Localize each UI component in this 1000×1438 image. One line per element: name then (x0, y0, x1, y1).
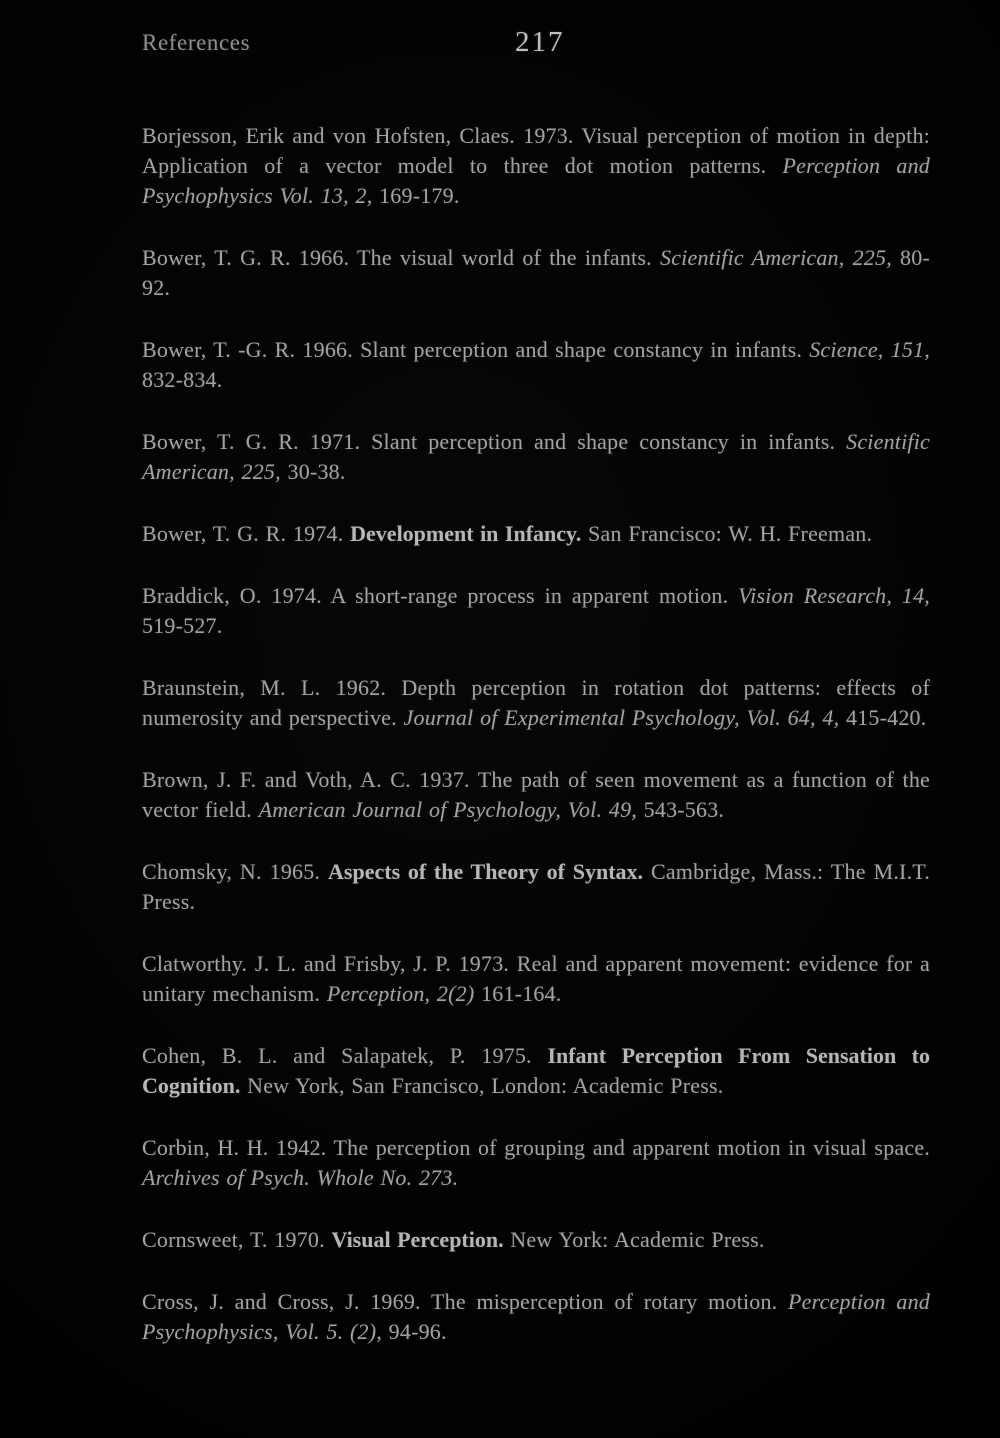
reference-text-normal: 161-164. (474, 981, 562, 1006)
reference-text-italic: Science, 151, (809, 337, 930, 362)
reference-text-normal: Brown, J. F. and Voth, A. C. 1937. The path of seen movement as a function of the vector field. (142, 767, 930, 822)
reference-text-italic: American Journal of Psychology, Vol. 49, (258, 797, 637, 822)
reference-text-italic: Journal of Experimental Psychology, Vol. 64, 4, (403, 705, 840, 730)
reference-entry (142, 857, 930, 917)
running-head: References (142, 30, 251, 55)
references-list (142, 121, 930, 1379)
reference-text-normal: 832-834. (142, 367, 223, 392)
reference-entry (142, 1133, 930, 1193)
reference-text-bold: Infant Perception From Sensation to Cognition. (142, 1043, 931, 1098)
reference-text-italic: Perception and Psychophysics, Vol. 5. (2), (142, 1289, 930, 1344)
reference-entry (142, 673, 930, 733)
reference-text-italic: Perception, 2(2) (326, 981, 475, 1006)
reference-entry (142, 121, 930, 211)
page-number: 217 (515, 26, 565, 58)
reference-text-normal: Bower, T. G. R. 1974. (142, 521, 351, 546)
reference-text-normal: 94-96. (381, 1319, 447, 1344)
reference-text-italic: Scientific American, 225, (142, 429, 930, 484)
reference-text-normal: Cross, J. and Cross, J. 1969. The misperception of rotary motion. (142, 1289, 789, 1314)
reference-text-normal: 30-38. (280, 459, 346, 484)
reference-entry (142, 1041, 930, 1101)
reference-text-normal: Chomsky, N. 1965. (142, 859, 329, 884)
reference-entry (142, 243, 930, 303)
reference-entry (142, 949, 930, 1009)
reference-text-bold: Aspects of the Theory of Syntax. (328, 859, 644, 884)
reference-text-italic: Archives of Psych. Whole No. 273. (142, 1165, 459, 1190)
reference-text-normal: New York: Academic Press. (503, 1227, 765, 1252)
reference-text-normal: Braunstein, M. L. 1962. Depth perception in rotation dot patterns: effects of numerosity and perspective. (142, 675, 930, 730)
reference-entry (142, 1287, 930, 1347)
reference-text-normal: Corbin, H. H. 1942. The perception of grouping and apparent motion in visual space. (142, 1135, 930, 1160)
reference-entry (142, 765, 930, 825)
reference-text-normal: 543-563. (636, 797, 725, 822)
reference-text-normal: 169-179. (372, 183, 460, 208)
reference-text-normal: Cohen, B. L. and Salapatek, P. 1975. (142, 1043, 548, 1068)
reference-entry (142, 427, 930, 487)
reference-text-normal: Cambridge, Mass.: The M.I.T. Press. (142, 859, 930, 914)
reference-text-normal: New York, San Francisco, London: Academic Press. (240, 1073, 724, 1098)
reference-entry (142, 335, 930, 395)
reference-text-normal: Bower, T. G. R. 1971. Slant perception and shape constancy in infants. (142, 429, 847, 454)
reference-text-normal: 519-527. (142, 613, 223, 638)
reference-text-normal: Bower, T. -G. R. 1966. Slant perception and shape constancy in infants. (142, 337, 810, 362)
reference-entry (142, 1225, 930, 1255)
reference-text-italic: Scientific American, 225, (660, 245, 892, 270)
reference-text-bold: Visual Perception. (331, 1227, 504, 1252)
reference-text-italic: Vision Research, 14, (738, 583, 930, 608)
page-header (142, 26, 930, 62)
reference-text-normal: Borjesson, Erik and von Hofsten, Claes. 1973. Visual perception of motion in depth: Application of a vector model to three dot motion patterns. (142, 123, 930, 178)
reference-entry (142, 519, 930, 549)
reference-entry (142, 581, 930, 641)
reference-text-normal: San Francisco: W. H. Freeman. (581, 521, 873, 546)
reference-text-italic: Perception and Psychophysics Vol. 13, 2, (142, 153, 930, 208)
reference-text-bold: Development in Infancy. (350, 521, 582, 546)
reference-text-normal: 415-420. (839, 705, 927, 730)
reference-text-normal: Cornsweet, T. 1970. (142, 1227, 332, 1252)
reference-text-normal: Bower, T. G. R. 1966. The visual world of the infants. (142, 245, 660, 270)
reference-text-normal: Braddick, O. 1974. A short-range process in apparent motion. (142, 583, 739, 608)
reference-text-normal: 80-92. (142, 245, 930, 300)
reference-text-normal: Clatworthy. J. L. and Frisby, J. P. 1973. Real and apparent movement: evidence for a unitary mechanism. (142, 951, 930, 1006)
